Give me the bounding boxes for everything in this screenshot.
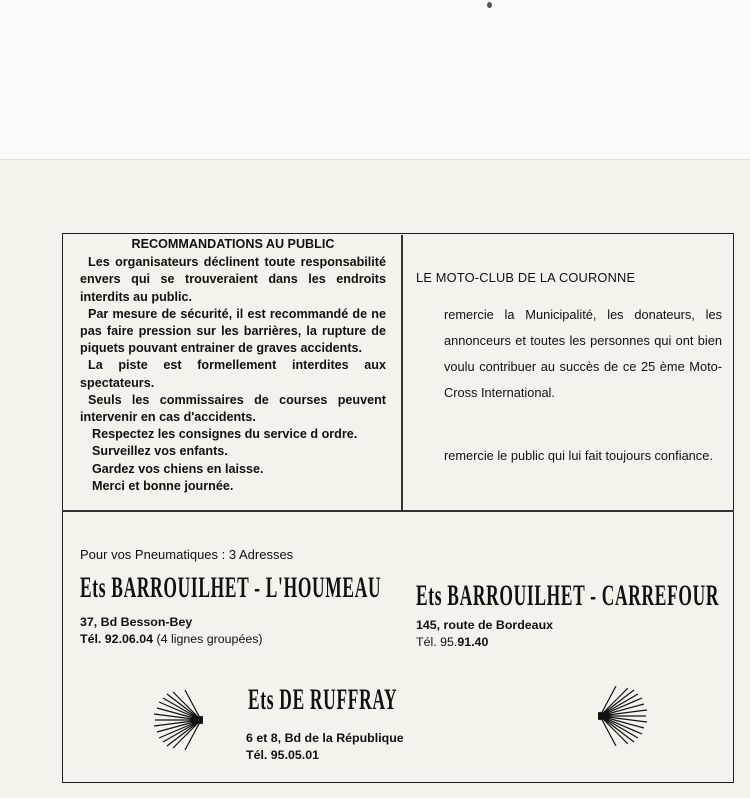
phone: Tél. 95.05.01 bbox=[246, 748, 320, 762]
phone-prefix: Tél. 95. bbox=[416, 635, 458, 649]
club-name: LE MOTO-CLUB DE LA COURONNE bbox=[416, 270, 636, 285]
store-ruffray-name: Ets DE RUFFRAY bbox=[248, 683, 398, 716]
thanks-text-1 bbox=[444, 302, 722, 406]
store-carrefour-address bbox=[416, 617, 553, 651]
sunburst-right-icon bbox=[598, 686, 648, 746]
reco-paragraph: Par mesure de sécurité, il est recommandé de ne pas faire pression sur les barrières, la rupture de piquets pouvant entrainer de graves accidents. bbox=[80, 306, 386, 356]
phone-number: 91.40 bbox=[457, 635, 489, 649]
tyres-intro: Pour vos Pneumatiques : 3 Adresses bbox=[80, 547, 294, 562]
reco-line: Respectez les consignes du service d ordre. bbox=[92, 427, 358, 442]
reco-line: Surveillez vos enfants. bbox=[92, 444, 228, 459]
store-houmeau-name: Ets BARROUILHET - L'HOUMEAU bbox=[80, 571, 382, 604]
vertical-divider bbox=[401, 235, 403, 510]
reco-paragraph: Seuls les commissaires de courses peuvent intervenir en cas d'accidents. bbox=[80, 392, 386, 425]
reco-line: Gardez vos chiens en laisse. bbox=[92, 461, 264, 476]
store-ruffray-address bbox=[246, 730, 404, 764]
store-houmeau-address bbox=[80, 614, 263, 648]
phone-note: (4 lignes groupées) bbox=[156, 632, 263, 646]
ink-dot bbox=[487, 2, 492, 8]
address-line: 6 et 8, Bd de la République bbox=[246, 731, 404, 745]
sunburst-left-icon bbox=[153, 690, 203, 750]
thanks-text-2 bbox=[444, 430, 722, 482]
top-sheet bbox=[0, 0, 750, 170]
thanks-paragraph: remercie le public qui lui fait toujours confiance. bbox=[444, 447, 713, 463]
horizontal-divider bbox=[62, 510, 734, 512]
reco-paragraph: La piste est formellement interdites aux spectateurs. bbox=[80, 358, 386, 390]
reco-line: Merci et bonne journée. bbox=[92, 478, 234, 493]
store-carrefour-name: Ets BARROUILHET - CARREFOUR bbox=[416, 579, 720, 612]
phone: Tél. 92.06.04 bbox=[80, 632, 154, 646]
address-line: 145, route de Bordeaux bbox=[416, 618, 554, 632]
thanks-paragraph: remercie la Municipalité, les donateurs, les annonceurs et toutes les personnes qui ont bien voulu contribuer au succès de ce 25 ème Moto-Cross International. bbox=[444, 307, 722, 400]
recommendations-title: RECOMMANDATIONS AU PUBLIC bbox=[131, 237, 335, 251]
recommendations-panel bbox=[80, 236, 386, 495]
reco-paragraph: Les organisateurs déclinent toute responsabilité envers qui se trouveraient dans les endroits interdits au public. bbox=[80, 255, 386, 304]
address-line: 37, Bd Besson-Bey bbox=[80, 615, 193, 629]
